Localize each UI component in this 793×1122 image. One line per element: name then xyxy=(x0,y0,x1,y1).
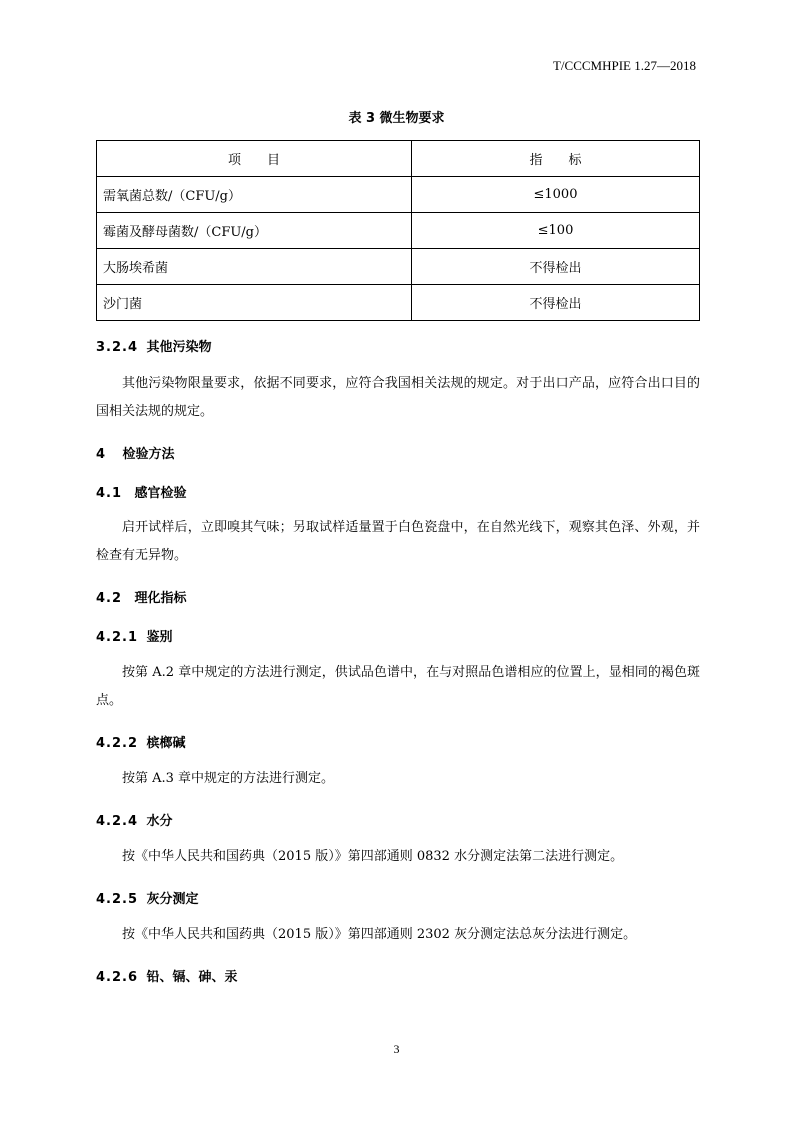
microbial-requirements-table xyxy=(96,140,700,321)
section-paragraph-4-2-2: 按第 A.3 章中规定的方法进行测定。 xyxy=(122,771,335,786)
standard-number: T/CCCMHPIE 1.27—2018 xyxy=(552,58,696,73)
page-number: 3 xyxy=(393,1042,400,1056)
section-heading-4-1 xyxy=(96,482,187,501)
section-paragraph-4-2-1: 按第 A.2 章中规定的方法进行测定，供试品色谱中，在与对照品色谱相应的位置上，显相同的褐色斑点。 xyxy=(96,665,700,708)
section-heading-4-2-1 xyxy=(96,626,173,645)
section-number: 4.2.2 xyxy=(96,736,139,751)
section-title: 检验方法 xyxy=(122,447,175,462)
section-heading-4-2-5 xyxy=(96,888,199,907)
section-heading-4-2-6 xyxy=(96,966,238,985)
section-heading-3-2-4 xyxy=(96,336,212,355)
row-value: 不得检出 xyxy=(412,285,700,321)
section-title: 灰分测定 xyxy=(146,892,199,907)
section-number: 4.2.6 xyxy=(96,970,139,985)
section-title: 理化指标 xyxy=(134,591,187,606)
column-header-indicator: 指 标 xyxy=(412,141,700,177)
section-heading-4-2-2 xyxy=(96,732,186,751)
table-caption: 表 3 微生物要求 xyxy=(348,111,445,126)
section-paragraph-4-1: 启开试样后，立即嗅其气味；另取试样适量置于白色瓷盘中，在自然光线下，观察其色泽、外观，并检查有无异物。 xyxy=(96,520,700,563)
section-number: 4.2.5 xyxy=(96,892,139,907)
row-item: 需氧菌总数/（CFU/g） xyxy=(97,177,412,213)
section-title: 感官检验 xyxy=(134,486,187,501)
section-number: 4 xyxy=(96,447,107,462)
row-item: 大肠埃希菌 xyxy=(97,249,412,285)
section-title: 水分 xyxy=(146,814,173,829)
table-row xyxy=(97,213,700,249)
section-heading-4-2-4 xyxy=(96,810,173,829)
row-value: 不得检出 xyxy=(412,249,700,285)
section-title: 槟榔碱 xyxy=(146,736,186,751)
section-heading-4-2 xyxy=(96,587,187,606)
section-title: 鉴别 xyxy=(146,630,173,645)
section-number: 4.2.1 xyxy=(96,630,139,645)
section-title: 其他污染物 xyxy=(146,340,212,355)
table-row xyxy=(97,177,700,213)
row-value: ≤100 xyxy=(412,213,700,249)
section-number: 4.2 xyxy=(96,591,123,606)
row-item: 沙门菌 xyxy=(97,285,412,321)
section-heading-4 xyxy=(96,443,175,462)
row-item: 霉菌及酵母菌数/（CFU/g） xyxy=(97,213,412,249)
column-header-item: 项 目 xyxy=(97,141,412,177)
table-header-row xyxy=(97,141,700,177)
table-row xyxy=(97,249,700,285)
section-paragraph-4-2-5: 按《中华人民共和国药典（2015 版）》第四部通则 2302 灰分测定法总灰分法进行测定。 xyxy=(122,927,637,942)
section-paragraph-4-2-4: 按《中华人民共和国药典（2015 版）》第四部通则 0832 水分测定法第二法进行测定。 xyxy=(122,849,624,864)
section-number: 3.2.4 xyxy=(96,340,139,355)
table-row xyxy=(97,285,700,321)
section-number: 4.1 xyxy=(96,486,123,501)
section-paragraph-3-2-4: 其他污染物限量要求，依据不同要求，应符合我国相关法规的规定。对于出口产品，应符合出口目的国相关法规的规定。 xyxy=(96,376,700,419)
row-value: ≤1000 xyxy=(412,177,700,213)
section-title: 铅、镉、砷、汞 xyxy=(146,970,238,985)
section-number: 4.2.4 xyxy=(96,814,139,829)
